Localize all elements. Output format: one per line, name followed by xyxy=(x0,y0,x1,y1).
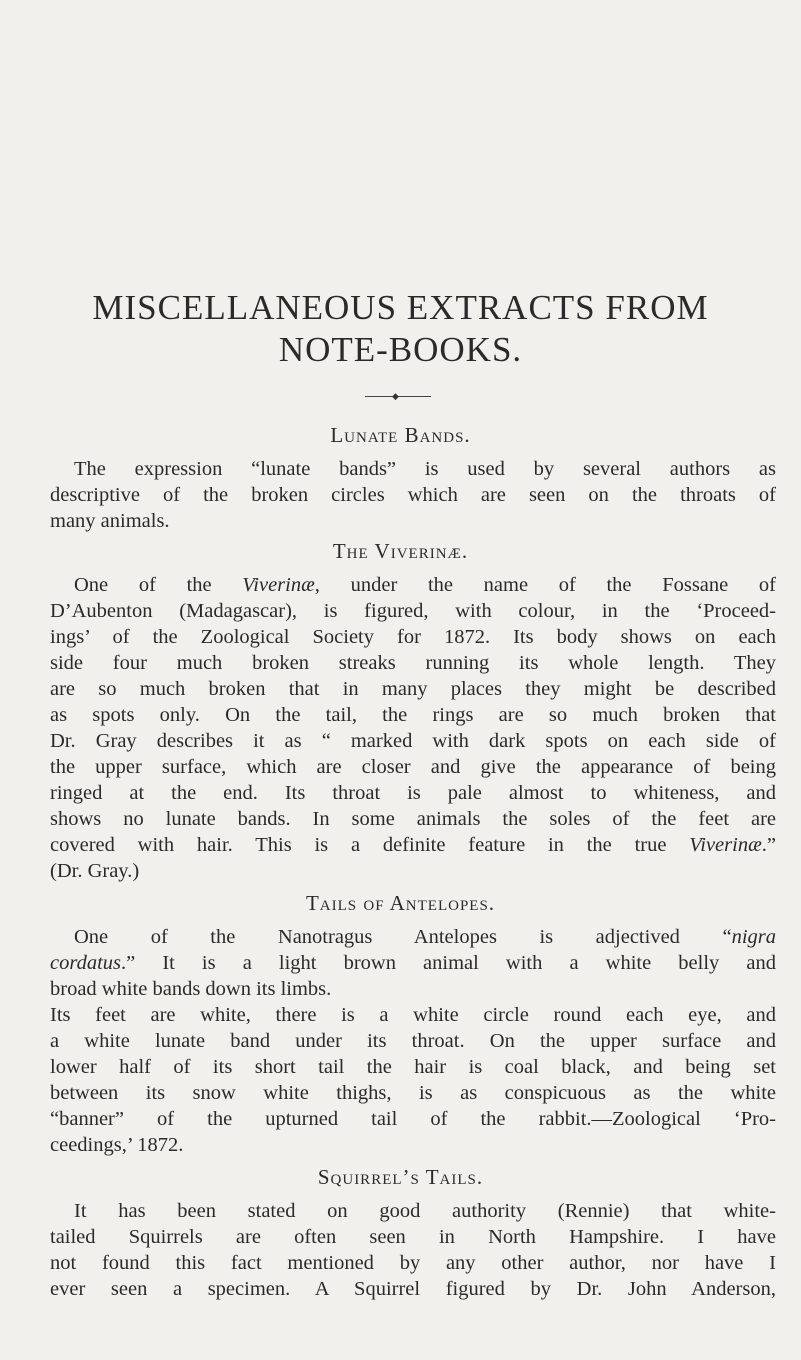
paragraph-squirrels xyxy=(50,1198,776,1302)
paragraph-viverinae xyxy=(50,572,776,884)
text-line: as spots only. On the tail, the rings are so much broken that xyxy=(50,704,776,726)
text-line: ceedings,’ 1872. xyxy=(50,1134,184,1156)
text-line: One of the Viverinæ, under the name of the Fossane of xyxy=(74,574,776,596)
text-line: broad white bands down its limbs. xyxy=(50,978,332,1000)
paragraph-antelopes-2 xyxy=(50,1002,776,1158)
section-heading-viverinae: The Viverinæ. xyxy=(332,539,469,563)
text-line: The expression “lunate bands” is used by several authors as xyxy=(74,458,776,480)
text-line: shows no lunate bands. In some animals the soles of the feet are xyxy=(50,808,776,830)
text-line: not found this fact mentioned by any other author, nor have I xyxy=(50,1252,776,1274)
page-title-line-2: NOTE-BOOKS. xyxy=(278,330,523,369)
text-line: between its snow white thighs, is as conspicuous as the white xyxy=(50,1082,776,1104)
paragraph-lunate-bands xyxy=(50,456,776,534)
text-line: tailed Squirrels are often seen in North Hampshire. I have xyxy=(50,1226,776,1248)
text-line: a white lunate band under its throat. On the upper surface and xyxy=(50,1030,776,1052)
text-line: descriptive of the broken circles which are seen on the throats of xyxy=(50,484,776,506)
text-line: It has been stated on good authority (Rennie) that white- xyxy=(74,1200,776,1222)
text-line: Its feet are white, there is a white circle round each eye, and xyxy=(50,1004,776,1026)
text-line: “banner” of the upturned tail of the rabbit.—Zoological ‘Pro- xyxy=(50,1108,776,1130)
text-line: cordatus.” It is a light brown animal with a white belly and xyxy=(50,952,776,974)
text-line: lower half of its short tail the hair is coal black, and being set xyxy=(50,1056,776,1078)
section-heading-squirrels: Squirrel’s Tails. xyxy=(317,1165,484,1189)
page-title-line-1: MISCELLANEOUS EXTRACTS FROM xyxy=(92,288,709,327)
paragraph-antelopes-1 xyxy=(50,924,776,1002)
text-line: covered with hair. This is a definite feature in the true Viverinæ.” xyxy=(50,834,776,856)
text-line: many animals. xyxy=(50,510,170,532)
text-line: ever seen a specimen. A Squirrel figured by Dr. John Anderson, xyxy=(50,1278,776,1300)
text-line: the upper surface, which are closer and give the appearance of being xyxy=(50,756,776,778)
text-line: Dr. Gray describes it as “ marked with dark spots on each side of xyxy=(50,730,776,752)
text-line: ings’ of the Zoological Society for 1872. Its body shows on each xyxy=(50,626,776,648)
diamond-icon: ◆ xyxy=(392,391,399,401)
section-heading-lunate-bands: Lunate Bands. xyxy=(330,423,471,447)
text-line: are so much broken that in many places they might be described xyxy=(50,678,776,700)
text-line: ringed at the end. Its throat is pale almost to whiteness, and xyxy=(50,782,776,804)
text-line: side four much broken streaks running its whole length. They xyxy=(50,652,776,674)
text-line: D’Aubenton (Madagascar), is figured, with colour, in the ‘Proceed- xyxy=(50,600,776,622)
text-line: (Dr. Gray.) xyxy=(50,860,140,882)
text-line: One of the Nanotragus Antelopes is adjectived “nigra xyxy=(74,926,776,948)
section-heading-antelopes: Tails of Antelopes. xyxy=(305,891,496,915)
